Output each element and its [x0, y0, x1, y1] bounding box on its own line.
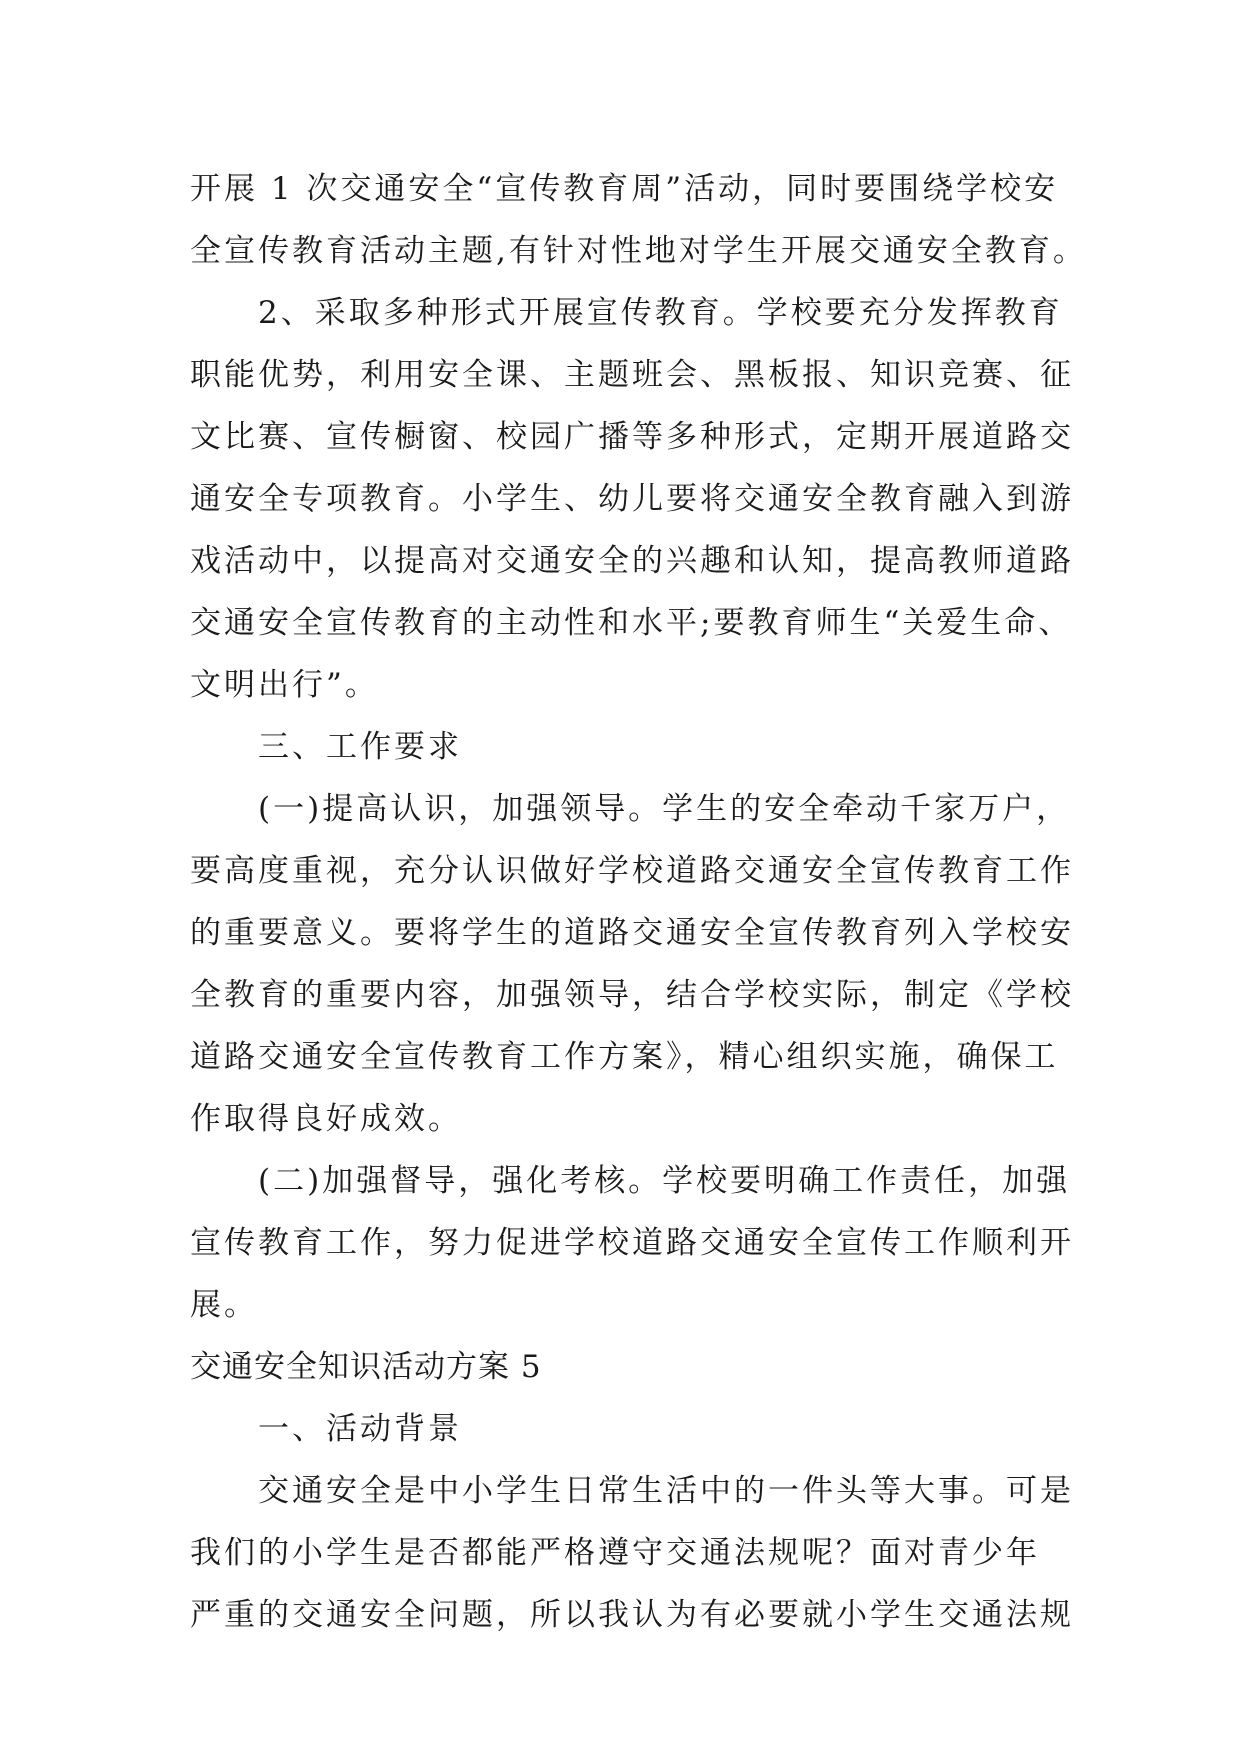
body-line: 通安全专项教育。小学生、幼儿要将交通安全教育融入到游	[190, 481, 1074, 517]
body-line: 展。	[190, 1287, 258, 1323]
body-line: (一)提高认识，加强领导。学生的安全牵动千家万户，	[258, 791, 1071, 827]
body-line: 严重的交通安全问题，所以我认为有必要就小学生交通法规	[190, 1597, 1074, 1633]
body-line: 全宣传教育活动主题,有针对性地对学生开展交通安全教育。	[190, 233, 1087, 269]
body-line: 戏活动中，以提高对交通安全的兴趣和认知，提高教师道路	[190, 543, 1074, 579]
body-line: 的重要意义。要将学生的道路交通安全宣传教育列入学校安	[190, 915, 1074, 951]
body-line: 2、采取多种形式开展宣传教育。学校要充分发挥教育	[258, 295, 1063, 331]
body-line: 道路交通安全宣传教育工作方案》，精心组织实施，确保工	[190, 1039, 1059, 1075]
body-line: 文明出行”。	[190, 667, 379, 703]
body-line: 全教育的重要内容，加强领导，结合学校实际，制定《学校	[190, 977, 1074, 1013]
body-line: 我们的小学生是否都能严格遵守交通法规呢？面对青少年	[190, 1535, 1040, 1571]
section-heading: 一、活动背景	[258, 1411, 462, 1447]
body-line: 文比赛、宣传橱窗、校园广播等多种形式，定期开展道路交	[190, 419, 1074, 455]
body-line: 职能优势，利用安全课、主题班会、黑板报、知识竞赛、征	[190, 357, 1074, 393]
document-body	[190, 158, 1090, 1646]
body-line: 交通安全宣传教育的主动性和水平;要教育师生“关爱生命、	[190, 605, 1073, 641]
body-line: 交通安全是中小学生日常生活中的一件头等大事。可是	[258, 1473, 1074, 1509]
body-line: 宣传教育工作，努力促进学校道路交通安全宣传工作顺利开	[190, 1225, 1074, 1261]
document-title: 交通安全知识活动方案 5	[190, 1349, 542, 1385]
body-line: 开展 1 次交通安全“宣传教育周”活动，同时要围绕学校安	[190, 171, 1059, 207]
section-heading: 三、工作要求	[258, 729, 462, 765]
body-line: 作取得良好成效。	[190, 1101, 462, 1137]
body-line: (二)加强督导，强化考核。学校要明确工作责任，加强	[258, 1163, 1071, 1199]
body-line: 要高度重视，充分认识做好学校道路交通安全宣传教育工作	[190, 853, 1074, 889]
